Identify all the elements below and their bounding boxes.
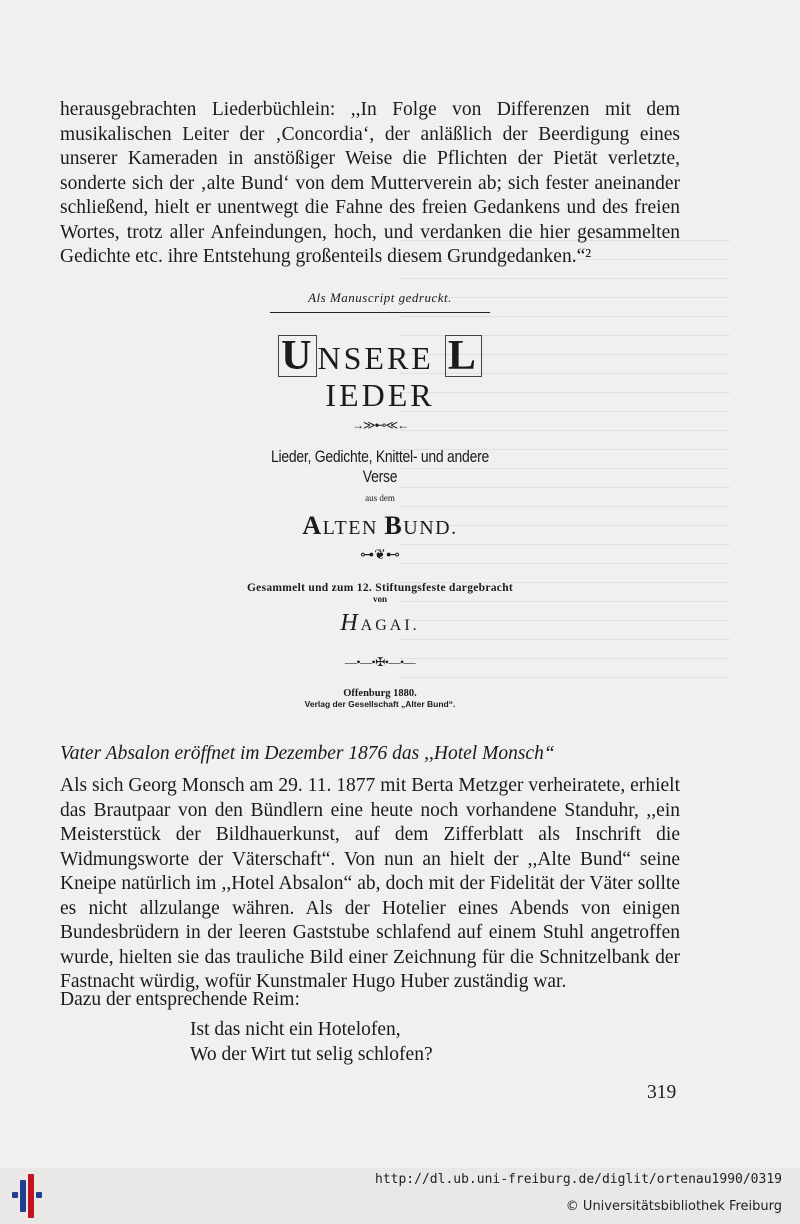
aus-dem: aus dem	[365, 493, 395, 503]
title-word-2: IEDER	[325, 377, 435, 413]
dedication-line: Gesammelt und zum 12. Stiftungsfeste dargebracht	[246, 582, 514, 594]
manuscript-note: Als Manuscript gedruckt.	[308, 290, 452, 305]
verse-intro: Dazu der entsprechende Reim:	[60, 989, 300, 1010]
section-heading: Vater Absalon eröffnet im Dezember 1876 das ,,Hotel Monsch“	[60, 743, 555, 764]
title-rule	[270, 312, 490, 313]
alten-initial: A	[302, 511, 323, 540]
subtitle: Lieder, Gedichte, Knittel- und andere Verse	[271, 447, 489, 486]
paragraph-main: Als sich Georg Monsch am 29. 11. 1877 mit Berta Metzger verheiratete, erhielt das Brautpaar von den Bündlern eine heute noch vorhandene Standuhr, ,,ein Meisterstück der Bildhauerkunst, auf dem Zifferblatt als Inschrift die Widmungsworte der Väterschaft“. Von nun an hielt der ,,Alte Bund“ seine Kneipe natürlich im ,,Hotel Absalon“ ab, doch mit der Fidelität der Väter sollte es nicht allzulange währen. Als der Hotelier eines Abends von einigen Bundesbrüdern in der leeren Gaststube schlafend auf einem Stuhl angetroffen wurde, hielten sie das trauliche Bild einer Zeichnung für die Schnitzelbank der Fastnacht würdig, wofür Kunstmaler Hugo Huber zuständig war.	[60, 775, 680, 992]
library-logo-icon	[12, 1174, 42, 1218]
imprint-publisher: Verlag der Gesellschaft „Alter Bund“.	[304, 699, 456, 709]
imprint-place-year: Offenburg 1880.	[343, 688, 417, 699]
title-initial-l: L	[445, 335, 482, 377]
author-rest: AGAI.	[360, 617, 420, 634]
verse-line: Ist das nicht ein Hotelofen,	[190, 1019, 401, 1040]
paragraph-top: herausgebrachten Liederbüchlein: ,,In Folge von Differenzen mit dem musikalischen Leiter der ‚Concordia‘, der anläßlich der Beerdigung eines unserer Kameraden in anstößiger Weise die Pflichten der Pietät verletzte, sonderte sich der ‚alte Bund‘ von dem Mutterverein ab; sich fester aneinander schließend, hielt er unentwegt die Fahne des freien Gedankens und des freien Wortes, trotz aller Anfeindungen, hoch, und verdanken die hier gesammelten Gedichte etc. ihre Entstehung großenteils diesem Grundgedanken.“²	[60, 99, 680, 267]
bund-rest: UND.	[403, 517, 458, 539]
author-initial: H	[340, 610, 361, 636]
verse-line: Wo der Wirt tut selig schlofen?	[190, 1043, 433, 1065]
bund-initial: B	[384, 511, 404, 540]
alten-bund-title	[230, 511, 530, 541]
copyright-notice: © Universitätsbibliothek Freiburg	[565, 1199, 782, 1214]
permalink-url[interactable]: http://dl.ub.uni-freiburg.de/diglit/ortenau1990/0319	[375, 1172, 782, 1187]
page-number: 319	[647, 1082, 677, 1103]
verse-block	[190, 1018, 433, 1067]
ornament-floral: ⊶❦⊷	[360, 548, 400, 563]
title-word-1: NSERE	[317, 340, 445, 376]
title-initial-u: U	[278, 335, 317, 377]
title-page-facsimile	[230, 290, 530, 709]
ornament-rule: —•—•✠•—•—	[344, 655, 416, 669]
author-name	[230, 610, 530, 637]
alten-rest: LTEN	[322, 517, 385, 539]
main-title	[230, 335, 530, 414]
ornament-arrow: →≫⊷≪←	[351, 418, 409, 432]
von-label: von	[372, 594, 387, 604]
